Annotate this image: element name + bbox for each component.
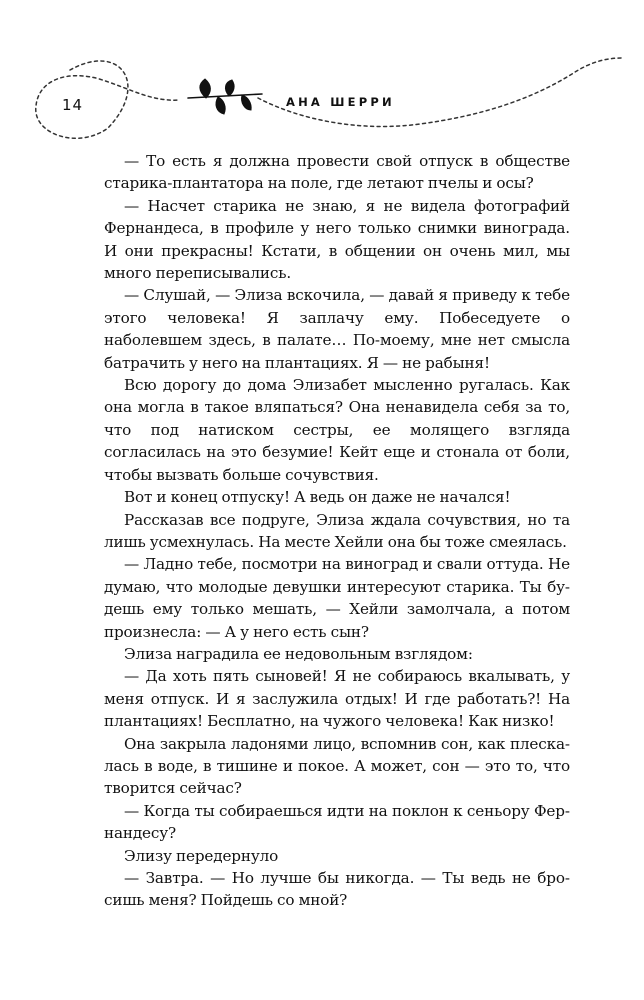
paragraph: — Ладно тебе, посмотри на виноград и свали оттуда. Не думаю, что молодые девушки интересуют старика. Ты будешь ему только мешать, — Хейли замолчала, а потом произнесла: — А у него есть сын? [104,555,570,641]
running-header-author: АНА ШЕРРИ [286,95,395,109]
page-number: 14 [62,96,84,114]
paragraph: Вот и конец отпуску! А ведь он даже не начался! [124,488,511,507]
paragraph: Элизу передернуло [124,846,279,865]
body-text [104,150,570,912]
header-ornament [0,0,644,150]
paragraph: — Насчет старика не знаю, я не видела фотографий Фернандеса, в профиле у него только снимки винограда. И они прекрасны! Кстати, в общении он очень мил, мы много переписывались. [104,196,570,283]
paragraph: — Когда ты собираешься идти на поклон к сеньору Фернандесу? [104,801,570,843]
paragraph: Рассказав все подруге, Элиза ждала сочувствия, но та лишь усмехнулась. На месте Хейли она бы тоже смеялась. [104,510,570,551]
paragraph: — Слушай, — Элиза вскочила, — давай я приведу к тебе этого человека! Я заплачу ему. Побеседуете о наболевшем здесь, в палате… По-моему, мне нет смысла батрачить у него на плантациях. Я — не рабыня! [104,286,570,372]
dotted-loop-decoration [36,61,180,138]
paragraph: Она закрыла ладонями лицо, вспомнив сон, как плескалась в воде, в тишине и покое. А может, сон — это то, что творится сейчас? [104,734,570,798]
paragraph: — То есть я должна провести свой отпуск в обществе старика-плантатора на поле, где летают пчелы и осы? [104,152,570,193]
paragraph: — Завтра. — Но лучше бы никогда. — Ты ведь не бросишь меня? Пойдешь со мной? [104,869,570,910]
paragraph: Элиза наградила ее недовольным взглядом: [124,644,473,663]
paragraph: — Да хоть пять сыновей! Я не собираюсь вкалывать, у меня отпуск. И я заслужила отдых! И где работать?! На плантациях! Бесплатно, на чужого человека! Как низко! [104,667,570,731]
paragraph: Всю дорогу до дома Элизабет мысленно ругалась. Как она могла в такое вляпаться? Она ненавидела себя за то, что под натиском сестры, ее молящего взгляда согласилась на это безумие! Кейт еще и стонала от боли, чтобы вызвать больше сочувствия. [104,376,570,484]
dotted-curve-decoration [258,58,622,126]
leaf-sprig-icon [188,79,262,114]
